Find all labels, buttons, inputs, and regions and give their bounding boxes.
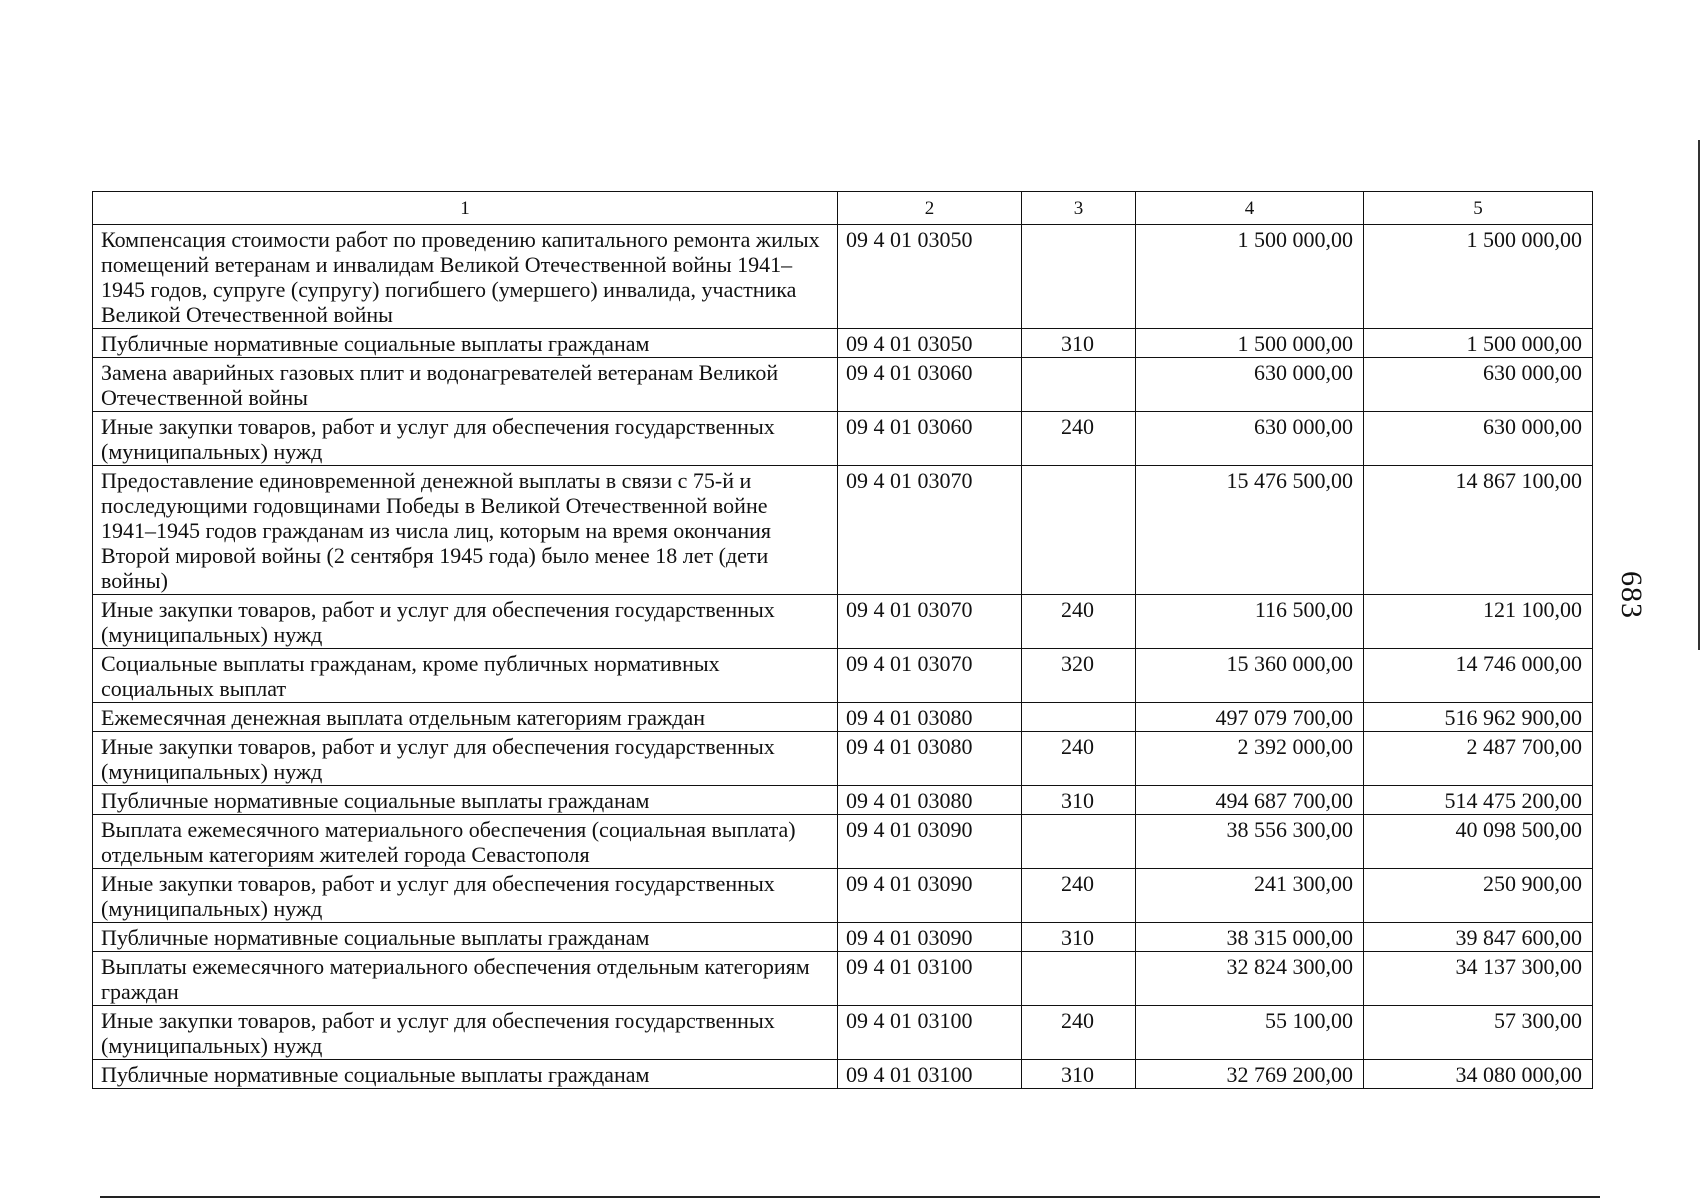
- cell-name: Иные закупки товаров, работ и услуг для обеспечения государственных (муниципальных) нужд: [93, 595, 838, 649]
- cell-amount-2: 630 000,00: [1364, 358, 1593, 412]
- cell-amount-1: 2 392 000,00: [1136, 732, 1364, 786]
- column-header-2: 2: [838, 192, 1022, 225]
- cell-amount-2: 250 900,00: [1364, 869, 1593, 923]
- cell-amount-1: 55 100,00: [1136, 1006, 1364, 1060]
- cell-code: 09 4 01 03060: [838, 358, 1022, 412]
- cell-amount-1: 241 300,00: [1136, 869, 1364, 923]
- cell-amount-2: 14 746 000,00: [1364, 649, 1593, 703]
- cell-amount-1: 38 315 000,00: [1136, 923, 1364, 952]
- cell-code: 09 4 01 03070: [838, 466, 1022, 595]
- cell-amount-1: 630 000,00: [1136, 412, 1364, 466]
- cell-amount-1: 1 500 000,00: [1136, 329, 1364, 358]
- cell-name: Иные закупки товаров, работ и услуг для обеспечения государственных (муниципальных) нужд: [93, 869, 838, 923]
- cell-expense-type: 310: [1022, 786, 1136, 815]
- page-edge-divider: [1698, 140, 1700, 650]
- cell-name: Иные закупки товаров, работ и услуг для обеспечения государственных (муниципальных) нужд: [93, 412, 838, 466]
- table-body: [93, 225, 1593, 1089]
- table-row: [93, 923, 1593, 952]
- cell-amount-1: 630 000,00: [1136, 358, 1364, 412]
- cell-name: Замена аварийных газовых плит и водонагревателей ветеранам Великой Отечественной войны: [93, 358, 838, 412]
- page-number: 683: [1615, 571, 1648, 619]
- cell-name: Иные закупки товаров, работ и услуг для обеспечения государственных (муниципальных) нужд: [93, 1006, 838, 1060]
- cell-expense-type: 310: [1022, 923, 1136, 952]
- cell-code: 09 4 01 03050: [838, 225, 1022, 329]
- table-row: [93, 466, 1593, 595]
- cell-amount-2: 39 847 600,00: [1364, 923, 1593, 952]
- column-header-3: 3: [1022, 192, 1136, 225]
- cell-amount-2: 57 300,00: [1364, 1006, 1593, 1060]
- cell-expense-type: [1022, 815, 1136, 869]
- cell-amount-1: 15 360 000,00: [1136, 649, 1364, 703]
- cell-name: Публичные нормативные социальные выплаты гражданам: [93, 1060, 838, 1089]
- cell-code: 09 4 01 03100: [838, 952, 1022, 1006]
- cell-amount-2: 34 137 300,00: [1364, 952, 1593, 1006]
- cell-amount-2: 630 000,00: [1364, 412, 1593, 466]
- cell-code: 09 4 01 03100: [838, 1006, 1022, 1060]
- cell-expense-type: [1022, 358, 1136, 412]
- table-row: [93, 703, 1593, 732]
- cell-amount-2: 1 500 000,00: [1364, 329, 1593, 358]
- cell-amount-2: 14 867 100,00: [1364, 466, 1593, 595]
- cell-code: 09 4 01 03090: [838, 869, 1022, 923]
- cell-name: Иные закупки товаров, работ и услуг для обеспечения государственных (муниципальных) нужд: [93, 732, 838, 786]
- cell-amount-2: 121 100,00: [1364, 595, 1593, 649]
- cell-expense-type: [1022, 225, 1136, 329]
- cell-code: 09 4 01 03070: [838, 649, 1022, 703]
- cell-expense-type: 240: [1022, 732, 1136, 786]
- table-row: [93, 649, 1593, 703]
- cell-amount-1: 38 556 300,00: [1136, 815, 1364, 869]
- cell-amount-2: 2 487 700,00: [1364, 732, 1593, 786]
- cell-name: Ежемесячная денежная выплата отдельным категориям граждан: [93, 703, 838, 732]
- cell-amount-1: 116 500,00: [1136, 595, 1364, 649]
- cell-name: Социальные выплаты гражданам, кроме публичных нормативных социальных выплат: [93, 649, 838, 703]
- cell-amount-1: 32 824 300,00: [1136, 952, 1364, 1006]
- cell-code: 09 4 01 03090: [838, 923, 1022, 952]
- column-header-5: 5: [1364, 192, 1593, 225]
- cell-expense-type: 240: [1022, 412, 1136, 466]
- table-row: [93, 225, 1593, 329]
- table-row: [93, 329, 1593, 358]
- table-row: [93, 732, 1593, 786]
- cell-code: 09 4 01 03080: [838, 703, 1022, 732]
- table-row: [93, 358, 1593, 412]
- cell-expense-type: [1022, 703, 1136, 732]
- cell-amount-2: 1 500 000,00: [1364, 225, 1593, 329]
- cell-code: 09 4 01 03080: [838, 732, 1022, 786]
- table-row: [93, 595, 1593, 649]
- cell-expense-type: [1022, 466, 1136, 595]
- cell-amount-1: 494 687 700,00: [1136, 786, 1364, 815]
- cell-amount-1: 1 500 000,00: [1136, 225, 1364, 329]
- table-row: [93, 1060, 1593, 1089]
- cell-code: 09 4 01 03060: [838, 412, 1022, 466]
- cell-expense-type: 240: [1022, 869, 1136, 923]
- cell-code: 09 4 01 03100: [838, 1060, 1022, 1089]
- cell-expense-type: [1022, 952, 1136, 1006]
- table-row: [93, 412, 1593, 466]
- cell-name: Публичные нормативные социальные выплаты гражданам: [93, 923, 838, 952]
- cell-expense-type: 240: [1022, 595, 1136, 649]
- table-row: [93, 815, 1593, 869]
- cell-code: 09 4 01 03080: [838, 786, 1022, 815]
- cell-expense-type: 310: [1022, 1060, 1136, 1089]
- cell-name: Публичные нормативные социальные выплаты гражданам: [93, 786, 838, 815]
- table-row: [93, 1006, 1593, 1060]
- cell-amount-1: 15 476 500,00: [1136, 466, 1364, 595]
- cell-name: Выплаты ежемесячного материального обеспечения отдельным категориям граждан: [93, 952, 838, 1006]
- cell-amount-2: 516 962 900,00: [1364, 703, 1593, 732]
- column-header-4: 4: [1136, 192, 1364, 225]
- table-row: [93, 869, 1593, 923]
- cell-amount-1: 32 769 200,00: [1136, 1060, 1364, 1089]
- bottom-rule: [100, 1196, 1600, 1198]
- cell-amount-2: 514 475 200,00: [1364, 786, 1593, 815]
- table-row: [93, 952, 1593, 1006]
- budget-table: [92, 191, 1593, 1089]
- cell-code: 09 4 01 03090: [838, 815, 1022, 869]
- cell-name: Предоставление единовременной денежной выплаты в связи с 75-й и последующими годовщинами Победы в Великой Отечественной войне 1941–1945 годов гражданам из числа лиц, которым на время окончания Второй мировой войны (2 сентября 1945 года) было менее 18 лет (дети войны): [93, 466, 838, 595]
- cell-code: 09 4 01 03050: [838, 329, 1022, 358]
- column-header-1: 1: [93, 192, 838, 225]
- cell-amount-2: 40 098 500,00: [1364, 815, 1593, 869]
- cell-name: Публичные нормативные социальные выплаты гражданам: [93, 329, 838, 358]
- header-row: [93, 192, 1593, 225]
- cell-amount-1: 497 079 700,00: [1136, 703, 1364, 732]
- cell-amount-2: 34 080 000,00: [1364, 1060, 1593, 1089]
- table-row: [93, 786, 1593, 815]
- cell-name: Выплата ежемесячного материального обеспечения (социальная выплата) отдельным категориям жителей города Севастополя: [93, 815, 838, 869]
- cell-expense-type: 240: [1022, 1006, 1136, 1060]
- cell-name: Компенсация стоимости работ по проведению капитального ремонта жилых помещений ветеранам и инвалидам Великой Отечественной войны 1941–1945 годов, супруге (супругу) погибшего (умершего) инвалида, участника Великой Отечественной войны: [93, 225, 838, 329]
- cell-code: 09 4 01 03070: [838, 595, 1022, 649]
- cell-expense-type: 310: [1022, 329, 1136, 358]
- cell-expense-type: 320: [1022, 649, 1136, 703]
